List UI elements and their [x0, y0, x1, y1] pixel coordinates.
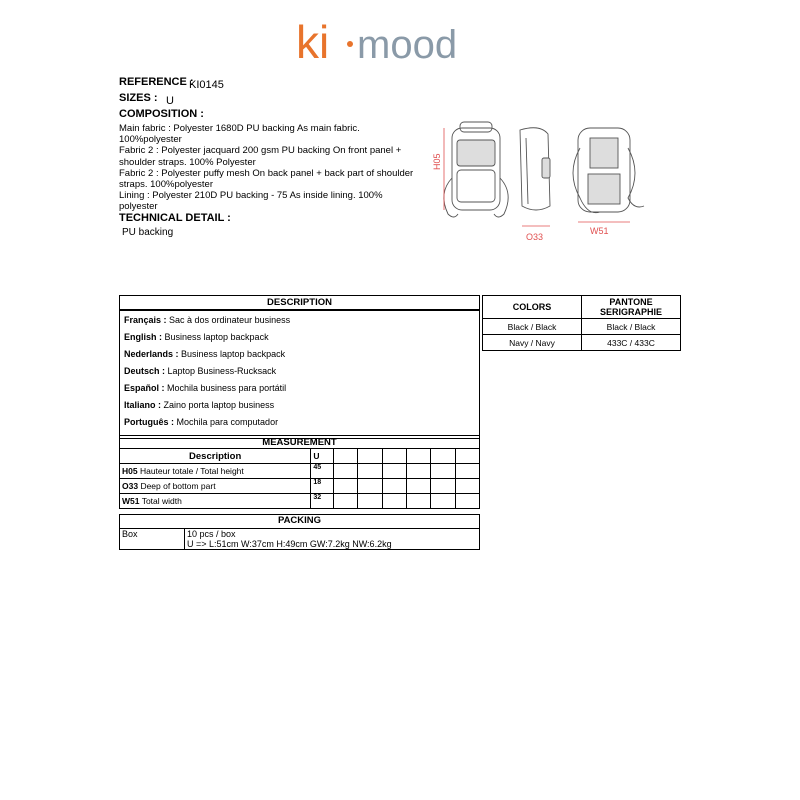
- description-table: [119, 295, 480, 439]
- measurement-empty-cell: [406, 449, 430, 464]
- front-view-panel: [457, 140, 495, 166]
- measurement-label: Hauteur totale / Total height: [137, 466, 244, 476]
- description-row: [124, 313, 475, 330]
- measurement-label: Total width: [139, 496, 182, 506]
- composition-text: Main fabric : Polyester 1680D PU backing As main fabric. 100%polyester Fabric 2 : Polyester jacquard 200 gsm PU backing On front panel + shoulder straps. 100% Polyester Fabric 2 : Polyester puffy mesh On back panel + back part of shoulder straps. 100%polyester Lining : Polyester 210D PU backing - 75 As inside lining. 100% polyester: [119, 123, 414, 213]
- measurement-code: W51: [122, 496, 140, 506]
- lang-text: Sac à dos ordinateur business: [166, 315, 291, 325]
- dim-depth-label: O33: [526, 232, 544, 242]
- back-view-mesh-bottom: [588, 174, 620, 204]
- packing-line-2: U => L:51cm W:37cm H:49cm GW:7.2kg NW:6.2kg: [187, 539, 392, 549]
- lang-text: Mochila para computador: [174, 417, 279, 427]
- measurement-value: 45: [311, 464, 334, 479]
- description-row: [124, 398, 475, 415]
- description-row: [124, 364, 475, 381]
- measurement-title: MEASUREMENT: [120, 436, 480, 449]
- lang-label: Nederlands :: [124, 349, 179, 359]
- measurement-code: O33: [122, 481, 139, 491]
- lang-text: Business laptop backpack: [162, 332, 269, 342]
- lang-label: English :: [124, 332, 162, 342]
- lang-label: Deutsch :: [124, 366, 166, 376]
- colors-header: COLORS: [483, 296, 582, 319]
- lang-text: Laptop Business-Rucksack: [165, 366, 277, 376]
- lang-label: Italiano :: [124, 400, 162, 410]
- packing-title: PACKING: [120, 515, 480, 529]
- measurement-empty-cell: [334, 449, 358, 464]
- color-cell: Navy / Navy: [483, 335, 582, 351]
- logo-mood: mood: [357, 23, 458, 67]
- pantone-header: PANTONE SERIGRAPHIE: [582, 296, 681, 319]
- packing-table: [119, 514, 480, 550]
- measurement-row: [120, 464, 480, 479]
- front-view-left-strap: [444, 178, 458, 217]
- measurement-code: H05: [122, 466, 138, 476]
- packing-label: Box: [120, 529, 185, 550]
- sizes-value: U: [166, 95, 174, 107]
- lang-text: Mochila business para portátil: [164, 383, 287, 393]
- measurement-row: [120, 494, 480, 509]
- measurement-label: Deep of bottom part: [138, 481, 216, 491]
- technical-value: PU backing: [122, 227, 174, 238]
- packing-line-1: 10 pcs / box: [187, 529, 236, 539]
- sizes-label: SIZES :: [119, 92, 158, 104]
- measurement-empty-cell: [382, 449, 406, 464]
- lang-label: Português :: [124, 417, 175, 427]
- pantone-cell: Black / Black: [582, 319, 681, 335]
- dim-height-label: H05: [432, 153, 442, 170]
- reference-value: KI0145: [189, 79, 224, 91]
- side-view-seam: [526, 138, 528, 204]
- technical-label: TECHNICAL DETAIL :: [119, 212, 231, 224]
- front-view-handle: [460, 122, 492, 132]
- lang-text: Business laptop backpack: [178, 349, 286, 359]
- colors-table: [482, 295, 681, 351]
- front-view-right-strap: [494, 178, 508, 217]
- measurement-row: [120, 479, 480, 494]
- lang-label: Français :: [124, 315, 167, 325]
- brand-logo: [0, 0, 800, 72]
- color-cell: Black / Black: [483, 319, 582, 335]
- measurement-value: 32: [311, 494, 334, 509]
- measurement-value: 18: [311, 479, 334, 494]
- logo-ki: ki: [296, 16, 330, 68]
- description-body: [119, 310, 480, 439]
- measurement-empty-cell: [455, 449, 479, 464]
- description-row: [124, 330, 475, 347]
- measurement-size-header: U: [311, 449, 334, 464]
- lang-text: Zaino porta laptop business: [161, 400, 275, 410]
- backpack-sketch: [430, 118, 660, 248]
- side-view-pocket: [542, 158, 550, 178]
- reference-label: REFERENCE :: [119, 76, 194, 88]
- back-view-mesh-top: [590, 138, 618, 168]
- lang-label: Español :: [124, 383, 165, 393]
- description-row: [124, 381, 475, 398]
- pantone-cell: 433C / 433C: [582, 335, 681, 351]
- logo-dot: [347, 41, 353, 47]
- front-view-pocket: [457, 170, 495, 202]
- composition-label: COMPOSITION :: [119, 108, 204, 120]
- description-title: DESCRIPTION: [120, 296, 480, 310]
- measurement-empty-cell: [431, 449, 455, 464]
- description-row: [124, 347, 475, 364]
- dim-width-label: W51: [590, 226, 609, 236]
- measurement-table: [119, 435, 480, 509]
- measurement-empty-cell: [358, 449, 382, 464]
- measurement-desc-header: Description: [120, 449, 311, 464]
- description-row: [124, 415, 475, 432]
